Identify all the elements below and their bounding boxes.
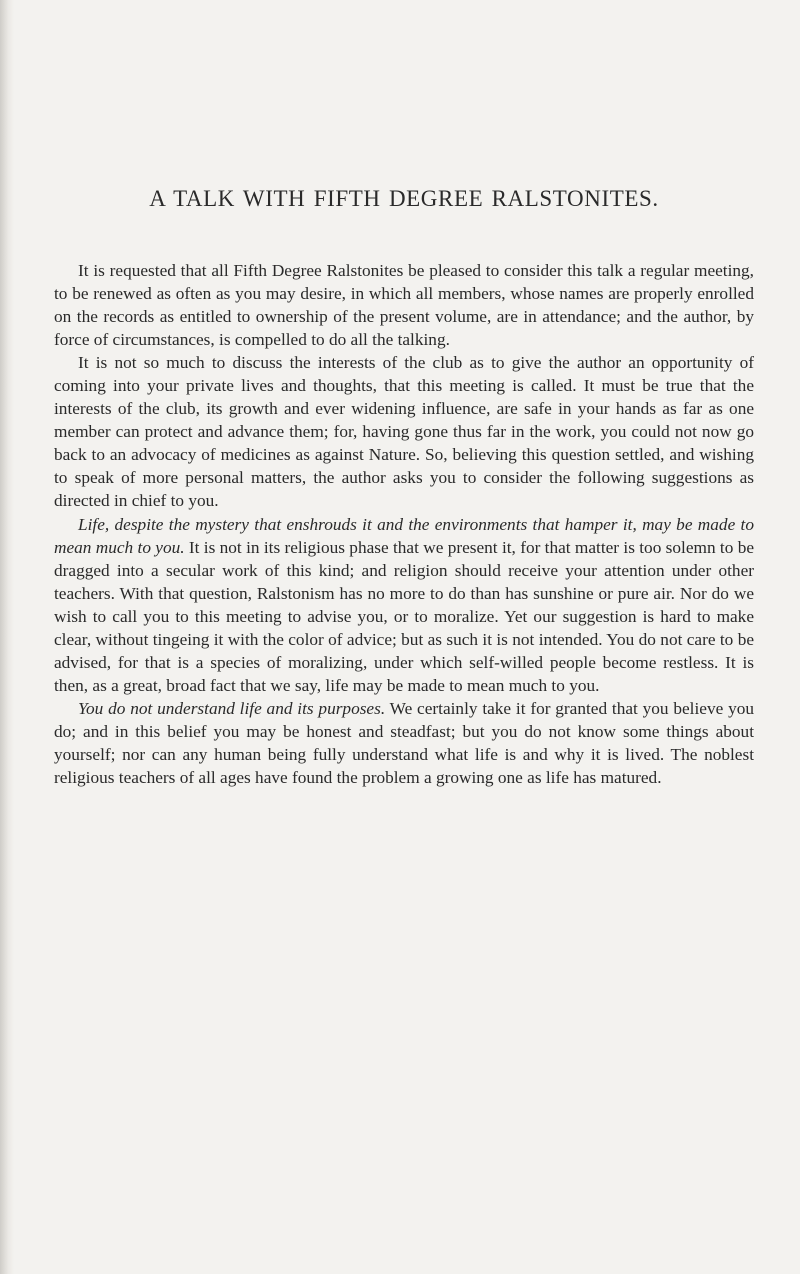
paragraph-3-italic-lead: Life, despite the mystery that enshrouds it and the environments that hamper it, may be made to mean much to you. bbox=[54, 514, 754, 557]
body-text bbox=[54, 259, 754, 789]
paragraph-1 bbox=[54, 259, 754, 351]
paragraph-3-text: It is not in its religious phase that we present it, for that matter is too solemn to be dragged into a secular work of this kind; and religion should receive your attention under other teachers. With that question, Ralstonism has no more to do than has sunshine or pure air. Nor do we wish to call you to this meeting to advise you, or to moralize. Yet our suggestion is hard to make clear, without tingeing it with the color of advice; but as such it is not intended. You do not care to be advised, for that is a species of moralizing, under which self-willed people become restless. It is then, as a great, broad fact that we say, life may be made to mean much to you. bbox=[54, 537, 754, 695]
chapter-title: A TALK WITH FIFTH DEGREE RALSTONITES. bbox=[149, 186, 659, 211]
paragraph-4-text: We certainly take it for granted that you believe you do; and in this belief you may be honest and steadfast; but you do not know some things about yourself; nor can any human being fully understand what life is and why it is lived. The noblest religious teachers of all ages have found the problem a growing one as life has matured. bbox=[54, 698, 754, 788]
paragraph-4 bbox=[54, 697, 754, 789]
paragraph-3 bbox=[54, 513, 754, 697]
paragraph-2-text: It is not so much to discuss the interests of the club as to give the author an opportunity of coming into your private lives and thoughts, that this meeting is called. It must be true that the interests of the club, its growth and ever widening influence, are safe in your hands as far as one member can protect and advance them; for, having gone thus far in the work, you could not now go back to an advocacy of medicines as against Nature. So, believing this question settled, and wishing to speak of more personal matters, the author asks you to consider the following suggestions as directed in chief to you. bbox=[54, 353, 754, 511]
binding-edge bbox=[0, 0, 14, 1274]
paragraph-1-text: It is requested that all Fifth Degree Ralstonites be pleased to consider this talk a regular meeting, to be renewed as often as you may desire, in which all members, whose names are properly enrolled on the records as entitled to ownership of the present volume, are in attendance; and the author, by force of circumstances, is compelled to do all the talking. bbox=[54, 261, 754, 350]
paragraph-4-italic-lead: You do not understand life and its purposes. bbox=[78, 698, 386, 718]
paragraph-2 bbox=[54, 351, 754, 512]
